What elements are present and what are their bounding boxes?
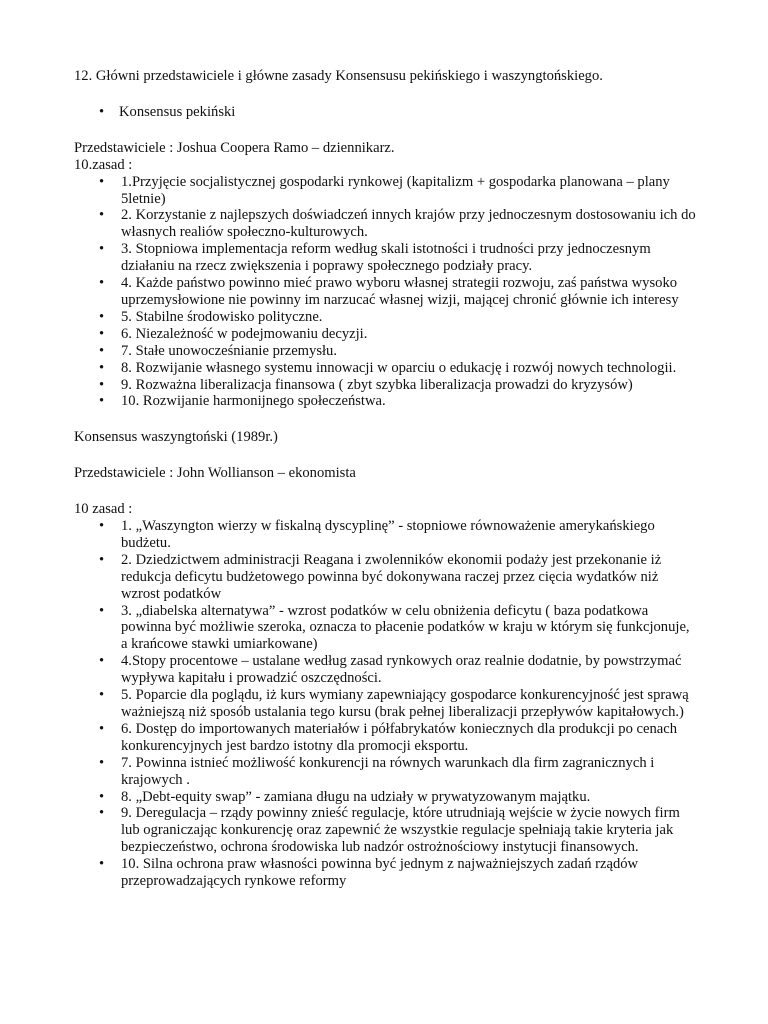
rule-text: 4.Stopy procentowe – ustalane według zasad rynkowych oraz realnie dodatnie, by powstrzymać wypływa kapitału i prowadzić oszczędności. bbox=[121, 653, 682, 687]
list-item bbox=[74, 552, 696, 603]
rule-text: 6. Niezależność w podejmowaniu decyzji. bbox=[121, 325, 368, 342]
rule-text: 7. Powinna istnieć możliwość konkurencji na równych warunkach dla firm zagranicznych i krajowych . bbox=[121, 754, 655, 788]
rule-text: 2. Korzystanie z najlepszych doświadczeń innych krajów przy jednoczesnym dostosowaniu ich do własnych realiów społeczno-kulturowych. bbox=[121, 207, 696, 241]
list-item bbox=[74, 805, 696, 856]
bullet-icon: • bbox=[99, 376, 105, 393]
bullet-icon: • bbox=[99, 359, 105, 376]
beijing-title: Konsensus pekiński bbox=[119, 103, 236, 120]
list-item bbox=[74, 360, 696, 377]
rule-text: 9. Rozważna liberalizacja finansowa ( zbyt szybka liberalizacja prowadzi do kryzysów) bbox=[121, 376, 633, 393]
list-item bbox=[74, 721, 696, 755]
rule-text: 3. Stopniowa implementacja reform według skali istotności i trudności przy jednoczesnym działaniu na rzecz zwiększenia i poprawy społecznego podziały pracy. bbox=[121, 241, 651, 275]
bullet-icon: • bbox=[99, 241, 105, 258]
washington-rules-list bbox=[74, 518, 696, 890]
list-item bbox=[74, 343, 696, 360]
bullet-icon: • bbox=[99, 325, 105, 342]
rule-text: 9. Deregulacja – rządy powinny znieść regulacje, które utrudniają wejście w życie nowych firm lub ograniczając konkurencję oraz zapewnić że wszystkie regulacje spełniają takie kryteria jak bezpieczeństwo, ochrona środowiska lub nadzór ostrożnościowy instytucji finansowych. bbox=[121, 805, 680, 856]
rule-text: 3. „diabelska alternatywa” - wzrost podatków w celu obniżenia deficytu ( baza podatkowa powinna być możliwie szeroka, oznacza to płacenie podatków w kraju w którym się funkcjonuje, a krańcowe stawki umiarkowane) bbox=[121, 602, 690, 653]
washington-rules-label: 10 zasad : bbox=[74, 501, 133, 518]
bullet-icon: • bbox=[99, 342, 105, 359]
beijing-title-item bbox=[74, 104, 696, 121]
section-heading: 12. Główni przedstawiciele i główne zasady Konsensusu pekińskiego i waszyngtońskiego. bbox=[74, 68, 603, 84]
rule-text: 1.Przyjęcie socjalistycznej gospodarki rynkowej (kapitalizm + gospodarka planowana – plany 5letnie) bbox=[121, 173, 670, 207]
list-item bbox=[74, 653, 696, 687]
bullet-icon: • bbox=[99, 207, 105, 224]
list-item bbox=[74, 174, 696, 208]
bullet-icon: • bbox=[99, 103, 105, 120]
rule-text: 7. Stałe unowocześnianie przemysłu. bbox=[121, 342, 338, 359]
beijing-rules-list bbox=[74, 174, 696, 411]
bullet-icon: • bbox=[99, 275, 105, 292]
rule-text: 1. „Waszyngton wierzy w fiskalną dyscyplinę” - stopniowe równoważenie amerykańskiego budżetu. bbox=[121, 518, 655, 551]
bullet-icon: • bbox=[99, 788, 105, 805]
beijing-section bbox=[74, 140, 696, 411]
list-item bbox=[74, 275, 696, 309]
bullet-icon: • bbox=[99, 173, 105, 190]
bullet-icon: • bbox=[99, 308, 105, 325]
list-item bbox=[74, 326, 696, 343]
washington-representatives: Przedstawiciele : John Wollianson – ekonomista bbox=[74, 465, 356, 482]
bullet-icon: • bbox=[99, 754, 105, 771]
washington-title: Konsensus waszyngtoński (1989r.) bbox=[74, 429, 278, 446]
bullet-icon: • bbox=[99, 653, 105, 670]
list-item bbox=[74, 755, 696, 789]
list-item bbox=[74, 687, 696, 721]
list-item bbox=[74, 603, 696, 654]
washington-section bbox=[74, 501, 696, 890]
rule-text: 5. Stabilne środowisko polityczne. bbox=[121, 308, 323, 325]
rule-text: 8. „Debt-equity swap” - zamiana długu na udziały w prywatyzowanym majątku. bbox=[121, 788, 591, 805]
rule-text: 10. Rozwijanie harmonijnego społeczeństwa. bbox=[121, 393, 386, 410]
list-item bbox=[74, 309, 696, 326]
rule-text: 6. Dostęp do importowanych materiałów i półfabrykatów koniecznych dla produkcji po cenach konkurencyjnych jest bardzo istotny dla promocji eksportu. bbox=[121, 720, 678, 754]
beijing-representatives: Przedstawiciele : Joshua Coopera Ramo – dziennikarz. bbox=[74, 139, 395, 156]
bullet-icon: • bbox=[99, 805, 105, 822]
list-item bbox=[74, 377, 696, 394]
bullet-icon: • bbox=[99, 687, 105, 704]
bullet-icon: • bbox=[99, 856, 105, 873]
bullet-icon: • bbox=[99, 602, 105, 619]
beijing-rules-label: 10.zasad : bbox=[74, 156, 133, 173]
rule-text: 5. Poparcie dla poglądu, iż kurs wymiany zapewniający gospodarce konkurencyjność jest sprawą ważniejszą niż sposób ustalania tego kursu (brak pełnej liberalizacji przepływów kapitałowych.) bbox=[121, 687, 689, 720]
bullet-icon: • bbox=[99, 551, 105, 568]
rule-text: 10. Silna ochrona praw własności powinna być jednym z najważniejszych zadań rządów przeprowadzających rynkowe reformy bbox=[121, 856, 639, 890]
list-item bbox=[74, 207, 696, 241]
rule-text: 8. Rozwijanie własnego systemu innowacji w oparciu o edukację i rozwój nowych technologii. bbox=[121, 359, 677, 376]
list-item bbox=[74, 241, 696, 275]
list-item bbox=[74, 789, 696, 806]
list-item bbox=[74, 518, 696, 552]
list-item bbox=[74, 393, 696, 410]
bullet-icon: • bbox=[99, 393, 105, 410]
rule-text: 2. Dziedzictwem administracji Reagana i zwolenników ekonomii podaży jest przekonanie iż redukcja deficytu budżetowego powinna być dokonywana raczej przez cięcia wydatków niż wzrost podatków bbox=[121, 551, 662, 602]
rule-text: 4. Każde państwo powinno mieć prawo wyboru własnej strategii rozwoju, zaś państwa wysoko uprzemysłowione nie powinny im narzucać własnej wizji, mającej chronić głównie ich interesy bbox=[121, 275, 679, 308]
bullet-icon: • bbox=[99, 720, 105, 737]
bullet-icon: • bbox=[99, 518, 105, 535]
list-item bbox=[74, 856, 696, 890]
